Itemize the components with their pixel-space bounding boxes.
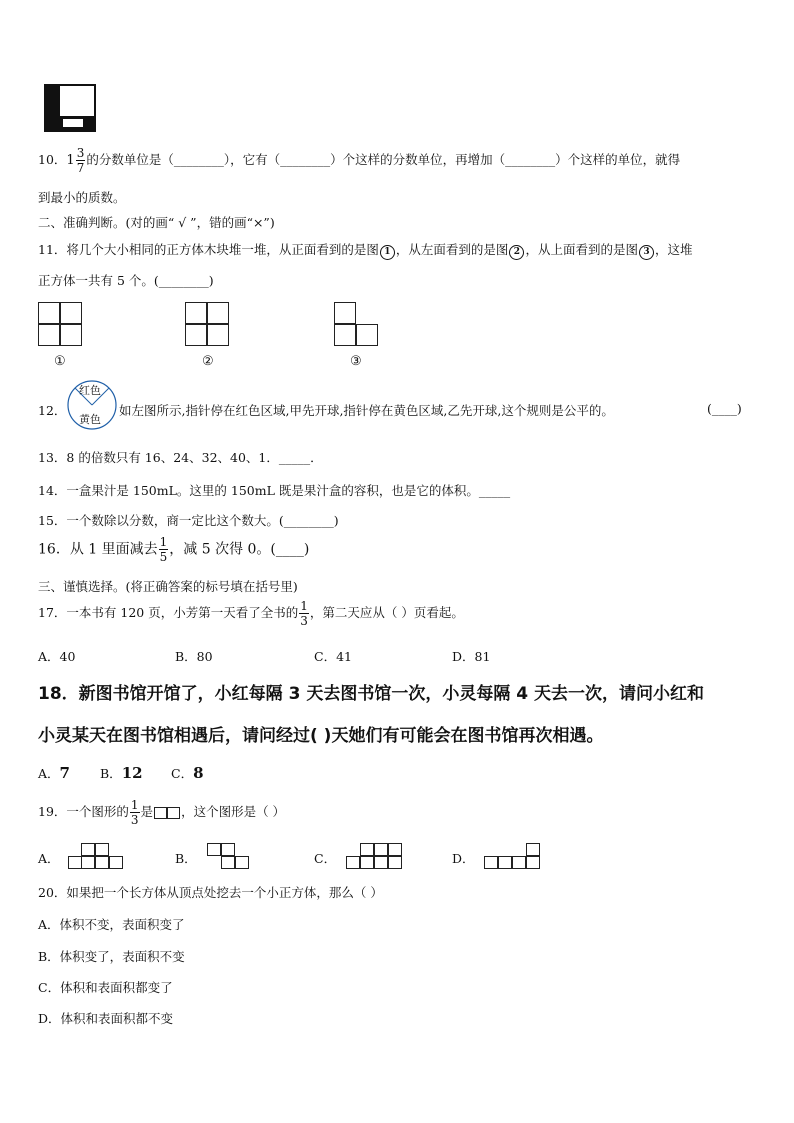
q17-text-a: 17．一本书有 120 页，小芳第一天看了全书的 [38,605,299,620]
q10-text-1: 的分数单位是（________），它有（________）个这样的分数单位，再增加（________）个这样的单位，就得 [86,152,681,167]
q19-text-a: 19．一个图形的 [38,804,129,819]
q20-option-a[interactable]: A．体积不变，表面积变了 [38,917,185,932]
q16-fraction [159,536,169,563]
question-19 [38,799,285,826]
q11-text-c: ，从上面看到的是图 [525,242,638,257]
q10-frac-den: 7 [76,161,85,175]
q18-option-c-letter: C． [171,766,194,781]
q19-option-c-figure[interactable] [346,843,402,869]
fraction-figure [44,84,96,132]
spinner-disc [67,380,117,430]
question-17 [38,600,464,627]
q17-option-b[interactable]: B．80 [175,649,213,664]
q19-option-b-figure[interactable] [207,843,249,869]
circle-num-3: 3 [639,245,654,260]
question-15: 15．一个数除以分数，商一定比这个数大。(________) [38,513,339,528]
q19-text-c: ，这个图形是（ ） [181,804,286,819]
q17-option-c[interactable]: C．41 [314,649,352,664]
q18-option-c-value: 8 [193,764,204,782]
q10-whole: 1 [66,153,75,168]
q17-fraction [299,600,309,627]
view-label-1: ① [54,354,66,369]
q19-option-c-label[interactable]: C． [314,851,337,866]
q10-frac-num: 3 [76,146,85,160]
q16-text-a: 16．从 1 里面减去 [38,541,158,558]
view-label-2: ② [202,354,214,369]
q19-option-a-figure[interactable] [68,843,124,869]
q10-text-2: 到最小的质数。 [38,190,126,205]
q19-frac-den: 3 [130,813,139,827]
question-20: 20．如果把一个长方体从顶点处挖去一个小正方体，那么（ ） [38,885,383,900]
q17-frac-num: 1 [300,599,308,613]
q10-fraction [76,147,86,174]
q16-text-b: ，减 5 次得 0。(____) [169,541,310,558]
q19-option-d-label[interactable]: D． [452,851,475,866]
white-corner [62,118,84,128]
q18-option-b[interactable] [100,764,143,782]
q19-option-b-label[interactable]: B． [175,851,197,866]
q18-option-a-letter: A． [38,766,60,781]
q17-text-b: ，第二天应从（ ）页看起。 [309,605,464,620]
circle-num-1: 1 [380,245,395,260]
q10-number: 10． [38,152,67,167]
q20-option-d[interactable]: D．体积和表面积都不变 [38,1011,174,1026]
q11-text-d: ，这堆 [654,242,693,257]
q18-option-b-value: 12 [121,764,143,782]
view-label-3: ③ [350,354,362,369]
q19-option-d-figure[interactable] [484,843,540,869]
q17-option-d[interactable]: D．81 [452,649,491,664]
section-3-heading: 三、谨慎选择。(将正确答案的标号填在括号里) [38,579,298,594]
q18-option-b-letter: B． [100,766,122,781]
q18-option-a[interactable] [38,764,70,782]
circle-num-2: 2 [509,245,524,260]
view-top [334,302,380,348]
view-left [185,302,231,348]
question-16 [38,536,309,563]
view-front [38,302,84,348]
q20-option-b[interactable]: B．体积变了，表面积不变 [38,949,185,964]
q18-line-1: 18．新图书馆开馆了，小红每隔 3 天去图书馆一次，小灵每隔 4 天去一次，请问小红和 [38,684,704,704]
question-13: 13．8 的倍数只有 16、24、32、40、1．_____． [38,450,323,465]
spinner-red-label: 红色 [79,384,101,397]
question-14: 14．一盒果汁是 150mL。这里的 150mL 既是果汁盒的容积，也是它的体积。_____ [38,483,511,498]
q20-option-c[interactable]: C．体积和表面积都变了 [38,980,173,995]
q12-text: 如左图所示,指针停在红色区域,甲先开球,指针停在黄色区域,乙先开球,这个规则是公平的。 [119,403,614,418]
q16-frac-num: 1 [159,535,168,549]
question-10 [38,147,680,174]
section-2-heading: 二、准确判断。(对的画“ √ ”，错的画“×”) [38,215,275,230]
q18-option-c[interactable] [171,764,204,782]
question-11 [38,240,692,260]
q12-blank: (____) [707,401,742,416]
q19-text-b: 是 [140,804,154,819]
q16-frac-den: 5 [159,550,168,564]
q12-number: 12． [38,403,67,418]
q11-text-b: ，从左面看到的是图 [395,242,509,257]
q19-part-figure [154,807,180,819]
q11-text-a: 11．将几个大小相同的正方体木块堆一堆，从正面看到的是图 [38,242,379,257]
q17-frac-den: 3 [300,614,308,628]
spinner-yellow-label: 黄色 [79,413,101,426]
q17-option-a[interactable]: A．40 [38,649,76,664]
q19-fraction [130,799,140,826]
q19-option-a-label[interactable]: A． [38,851,60,866]
q18-line-2: 小灵某天在图书馆相遇后，请问经过( )天她们有可能会在图书馆再次相遇。 [38,726,604,746]
q11-line-2: 正方体一共有 5 个。(________) [38,273,214,288]
q19-frac-num: 1 [130,798,139,812]
q18-option-a-value: 7 [59,764,70,782]
